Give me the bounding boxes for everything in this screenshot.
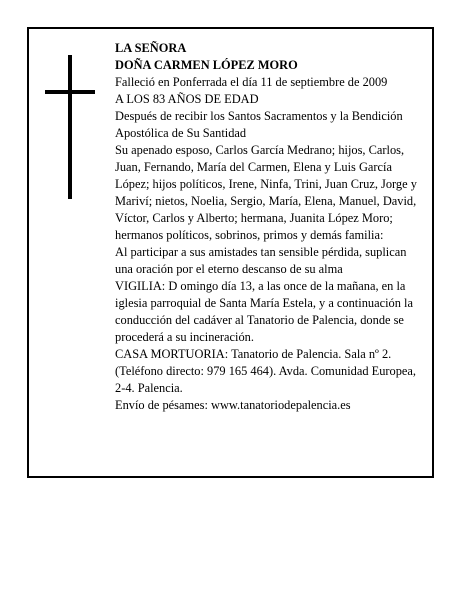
sacraments-statement: Después de recibir los Santos Sacramentos y la Bendición Apostólica de Su Santidad	[115, 109, 403, 140]
prayer-request: Al participar a sus amistades tan sensible pérdida, suplican una oración por el eterno descanso de su alma	[115, 245, 407, 276]
heading-title: LA SEÑORA	[115, 41, 187, 55]
vigil-info: VIGILIA: D omingo día 13, a las once de la mañana, en la iglesia parroquial de Santa María Estela, y a continuación la conducción del cadáver al Tanatorio de Palencia, donde se procederá a su incineración.	[115, 279, 413, 344]
cross-icon	[45, 55, 95, 199]
death-statement: Falleció en Ponferrada el día 11 de septiembre de 2009	[115, 75, 388, 89]
obituary-frame	[27, 27, 434, 478]
deceased-name: DOÑA CARMEN LÓPEZ MORO	[115, 58, 298, 72]
mortuary-info: CASA MORTUORIA: Tanatorio de Palencia. Sala nº 2. (Teléfono directo: 979 165 464). Avda. Comunidad Europea, 2-4. Palencia.	[115, 347, 417, 395]
age-statement: A LOS 83 AÑOS DE EDAD	[115, 92, 259, 106]
obituary-text	[115, 40, 421, 414]
condolences-info: Envío de pésames: www.tanatoriodepalencia.es	[115, 398, 351, 412]
family-list: Su apenado esposo, Carlos García Medrano; hijos, Carlos, Juan, Fernando, María del Carmen, Elena y Luis García López; hijos políticos, Irene, Ninfa, Trini, Juan Cruz, Jorge y Mariví; nietos, Noelia, Sergio, María, Elena, Manuel, David, Víctor, Carlos y Alberto; hermana, Juanita López Moro; hermanos políticos, sobrinos, primos y demás familia:	[115, 143, 417, 242]
